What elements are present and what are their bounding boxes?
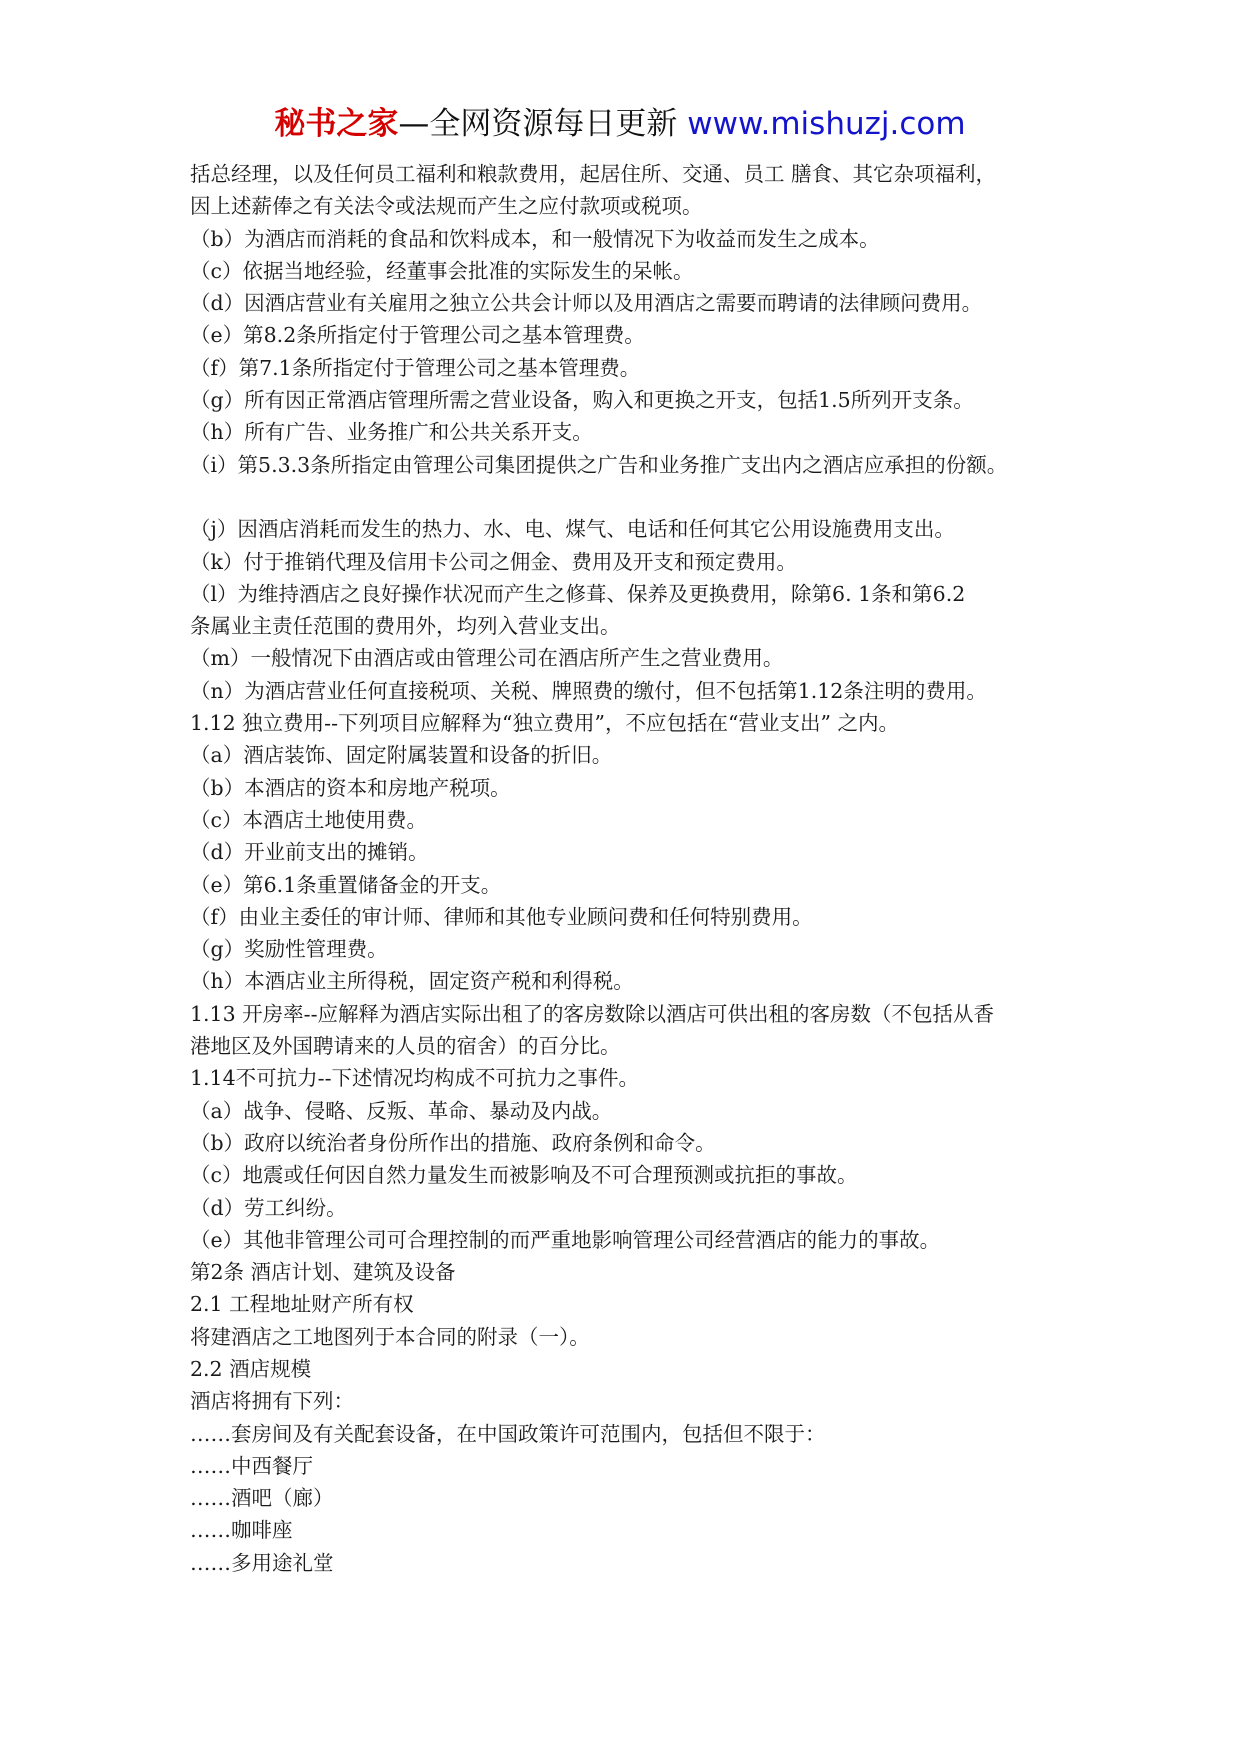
- section-heading: 1.12 独立费用--下列项目应解释为“独立费用”，不应包括在“营业支出” 之内。: [190, 711, 899, 736]
- text-line: （g）奖励性管理费。: [190, 937, 388, 962]
- text-line: （e）第8.2条所指定付于管理公司之基本管理费。: [190, 323, 645, 348]
- text-line: （d）开业前支出的摊销。: [190, 840, 429, 865]
- list-item: ……咖啡座: [190, 1518, 293, 1543]
- text-line: （e）第6.1条重置储备金的开支。: [190, 872, 502, 897]
- text-line: （b）本酒店的资本和房地产税项。: [190, 775, 511, 800]
- text-line: （d）劳工纠纷。: [190, 1195, 347, 1220]
- text-line: （h）所有广告、业务推广和公共关系开支。: [190, 420, 593, 445]
- document-body: [190, 158, 1150, 1579]
- text-line: （f）第7.1条所指定付于管理公司之基本管理费。: [190, 355, 641, 380]
- text-line: 条属业主责任范围的费用外，均列入营业支出。: [190, 614, 621, 639]
- section-heading: 2.1 工程地址财产所有权: [190, 1292, 414, 1317]
- text-line: （c）本酒店土地使用费。: [190, 807, 427, 832]
- text-line: （l）为维持酒店之良好操作状况而产生之修葺、保养及更换费用，除第6. 1条和第6.2: [190, 581, 966, 606]
- text-line: 港地区及外国聘请来的人员的宿舍）的百分比。: [190, 1034, 621, 1059]
- article-heading: 第2条 酒店计划、建筑及设备: [190, 1260, 456, 1285]
- text-line: 将建酒店之工地图列于本合同的附录（一）。: [190, 1324, 590, 1349]
- text-line: 括总经理，以及任何员工福利和粮款费用，起居住所、交通、员工 膳食、其它杂项福利，: [190, 162, 997, 186]
- text-line: 酒店将拥有下列：: [190, 1389, 354, 1414]
- section-heading: 1.13 开房率--应解释为酒店实际出租了的客房数除以酒店可供出租的客房数（不包括从香: [190, 1001, 995, 1026]
- text-line: （b）为酒店而消耗的食品和饮料成本，和一般情况下为收益而发生之成本。: [190, 226, 880, 251]
- text-line: （f）由业主委任的审计师、律师和其他专业顾问费和任何特别费用。: [190, 904, 813, 929]
- site-url-link[interactable]: www.mishuzj.com: [687, 106, 966, 142]
- text-line: （a）酒店装饰、固定附属装置和设备的折旧。: [190, 743, 613, 768]
- blank-line: [190, 481, 1150, 513]
- text-line: （c）依据当地经验，经董事会批准的实际发生的呆帐。: [190, 258, 694, 283]
- text-line: （c）地震或任何因自然力量发生而被影响及不可合理预测或抗拒的事故。: [190, 1163, 858, 1188]
- list-item: ……中西餐厅: [190, 1453, 313, 1478]
- text-line: （d）因酒店营业有关雇用之独立公共会计师以及用酒店之需要而聘请的法律顾问费用。: [190, 291, 983, 316]
- section-heading: 2.2 酒店规模: [190, 1356, 312, 1381]
- text-line: 因上述薪俸之有关法令或法规而产生之应付款项或税项。: [190, 194, 703, 219]
- text-line: （h）本酒店业主所得税，固定资产税和利得税。: [190, 969, 634, 994]
- text-line: （m）一般情况下由酒店或由管理公司在酒店所产生之营业费用。: [190, 646, 784, 671]
- text-line: （b）政府以统治者身份所作出的措施、政府条例和命令。: [190, 1130, 716, 1155]
- site-header: [0, 104, 1240, 144]
- text-line: （n）为酒店营业任何直接税项、关税、牌照费的缴付，但不包括第1.12条注明的费用。: [190, 678, 987, 703]
- text-line: （e）其他非管理公司可合理控制的而严重地影响管理公司经营酒店的能力的事故。: [190, 1227, 941, 1252]
- text-line: （j）因酒店消耗而发生的热力、水、电、煤气、电话和任何其它公用设施费用支出。: [190, 517, 955, 542]
- text-line: （a）战争、侵略、反叛、革命、暴动及内战。: [190, 1098, 613, 1123]
- list-item: ……套房间及有关配套设备，在中国政策许可范围内，包括但不限于：: [190, 1421, 826, 1446]
- list-item: ……酒吧（廊）: [190, 1486, 334, 1511]
- text-line: （k）付于推销代理及信用卡公司之佣金、费用及开支和预定费用。: [190, 549, 797, 574]
- brand-name: 秘书之家: [274, 106, 399, 142]
- list-item: ……多用途礼堂: [190, 1550, 334, 1575]
- text-line: （i）第5.3.3条所指定由管理公司集团提供之广告和业务推广支出内之酒店应承担的份额。: [190, 452, 1008, 477]
- text-line: （g）所有因正常酒店管理所需之营业设备，购入和更换之开支，包括1.5所列开支条。: [190, 388, 974, 413]
- section-heading: 1.14不可抗力--下述情况均构成不可抗力之事件。: [190, 1066, 639, 1091]
- header-tagline: —全网资源每日更新: [398, 106, 688, 142]
